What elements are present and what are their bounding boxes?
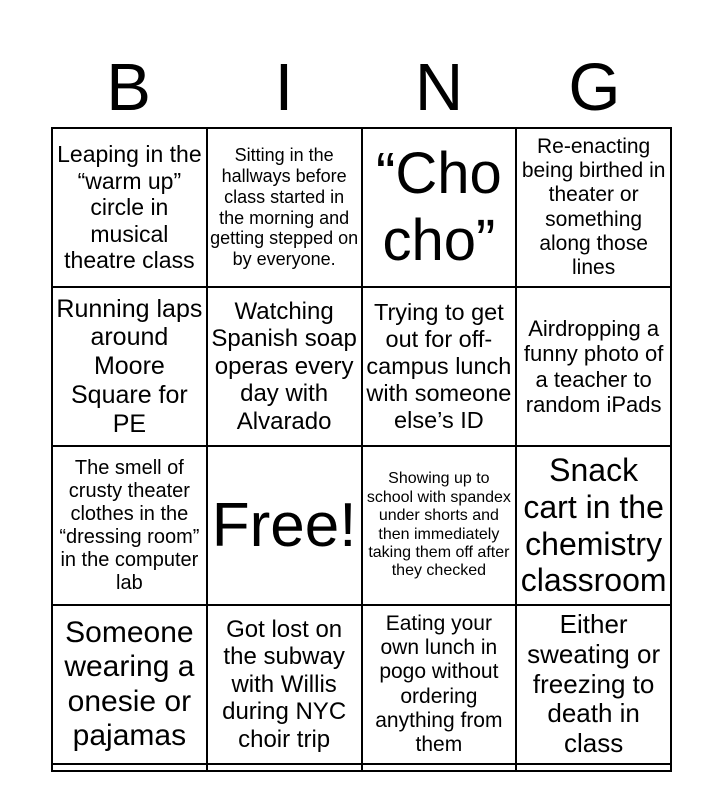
clipped-cell <box>362 764 517 771</box>
bingo-cell-r1c2[interactable]: Sitting in the hallways before class started in the morning and getting stepped on by everyone. <box>207 128 362 287</box>
bingo-cell-r1c4[interactable]: Re-enacting being birthed in theater or something along those lines <box>516 128 671 287</box>
title-slot-n <box>362 0 517 127</box>
grid-row-4 <box>52 605 671 764</box>
bingo-cell-r3c1[interactable]: The smell of crusty theater clothes in the “dressing room” in the computer lab <box>52 446 207 605</box>
bingo-cell-r1c1[interactable]: Leaping in the “warm up” circle in musical theatre class <box>52 128 207 287</box>
title-letter-b: B <box>106 50 151 125</box>
grid-row-5-clipped <box>52 764 671 771</box>
bingo-cell-r2c1[interactable]: Running laps around Moore Square for PE <box>52 287 207 446</box>
grid-row-1 <box>52 128 671 287</box>
grid-row-2 <box>52 287 671 446</box>
clipped-cell <box>516 764 671 771</box>
clipped-cell <box>207 764 362 771</box>
bingo-cell-r4c2[interactable]: Got lost on the subway with Willis during NYC choir trip <box>207 605 362 764</box>
bingo-cell-r2c2[interactable]: Watching Spanish soap operas every day with Alvarado <box>207 287 362 446</box>
card-title <box>51 0 672 127</box>
title-slot-g <box>517 0 672 127</box>
title-letter-i: I <box>274 50 294 125</box>
bingo-cell-r2c4[interactable]: Airdropping a funny photo of a teacher to random iPads <box>516 287 671 446</box>
bingo-cell-r2c3[interactable]: Trying to get out for off-campus lunch with someone else’s ID <box>362 287 517 446</box>
title-slot-b <box>51 0 206 127</box>
bingo-cell-r4c4[interactable]: Either sweating or freezing to death in class <box>516 605 671 764</box>
bingo-cell-r4c3[interactable]: Eating your own lunch in pogo without ordering anything from them <box>362 605 517 764</box>
title-slot-i <box>206 0 361 127</box>
bingo-grid <box>51 127 672 772</box>
grid-row-3 <box>52 446 671 605</box>
bingo-cell-r3c3[interactable]: Showing up to school with spandex under shorts and then immediately taking them off after they checked <box>362 446 517 605</box>
title-letter-n: N <box>414 50 464 125</box>
bingo-cell-r1c3[interactable]: “Cho cho” <box>362 128 517 287</box>
clipped-cell <box>52 764 207 771</box>
bingo-cell-r4c1[interactable]: Someone wearing a onesie or pajamas <box>52 605 207 764</box>
bingo-cell-r3c2-free[interactable]: Free! <box>207 446 362 605</box>
title-letter-g: G <box>568 50 621 125</box>
bingo-cell-r3c4[interactable]: Snack cart in the chemistry classroom <box>516 446 671 605</box>
